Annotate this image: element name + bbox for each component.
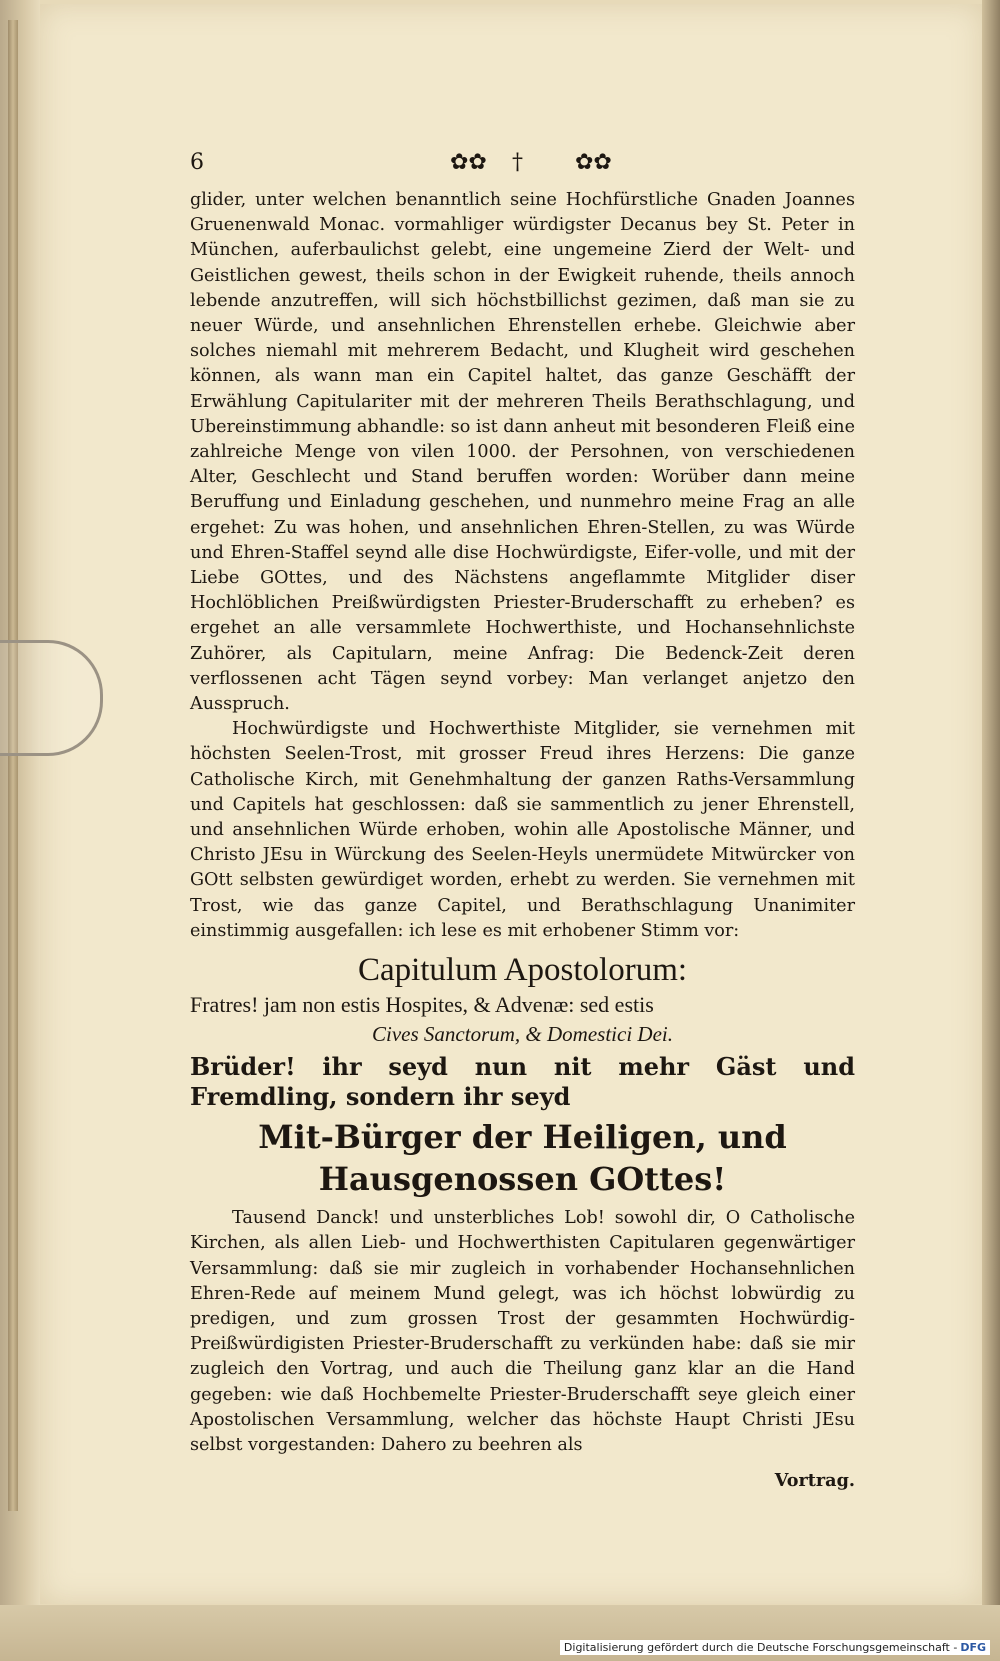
german-quote-line-1: Brüder! ihr seyd nun nit mehr Gäst und Fremdling, sondern ihr seyd [190,1052,855,1112]
page-text [190,188,855,1493]
book-right-edge [982,0,1000,1661]
page-header [190,150,870,180]
latin-quote-line-1: Fratres! jam non estis Hospites, & Advenæ: sed estis [190,992,654,1018]
catchword: Vortrag. [774,1470,855,1492]
latin-quote-line-2: Cives Sanctorum, & Domestici Dei. [372,1022,673,1047]
digitization-footer [560,1640,990,1655]
footer-text: Digitalisierung gefördert durch die Deutsche Forschungsgemeinschaft - [563,1641,958,1654]
page-number: 6 [190,150,204,175]
paragraph-1: glider, unter welchen benanntlich seine Hochfürstliche Gnaden Joannes Gruenenwald Monac. vormahliger würdigster Decanus bey St. Peter in München, auferbaulichst gelebt, eine ungemeine Zierd der Welt- und Geistlichen gewest, theils schon in der Ewigkeit ruhende, theils annoch lebende anzutreffen, will sich höchstbillichst gezimen, daß man sie zu neuer Würde, und ansehnlichen Ehrenstellen erhebe. Gleichwie aber solches niemahl mit mehrerem Bedacht, und Klugheit wird geschehen können, als wann man ein Capitel haltet, das ganze Geschäfft der Erwählung Capitulariter mit der mehreren Theils Berathschlagung, und Ubereinstimmung abhandle: so ist dann anheut mit besonderen Fleiß eine zahlreiche Menge von vilen 1000. der Persohnen, von verschiedenen Alter, Geschlecht und Stand beruffen worden: Worüber dann meine Beruffung und Einladung geschehen, und nunmehro meine Frag an alle ergehet: Zu was hohen, und ansehnlichen Ehren-Stellen, zu was Würde und Ehren-Staffel seynd alle dise Hochwürdigste, Eifer-volle, und mit der Liebe GOttes, und des Nächstens angeflammte Mitglider diser Hochlöblichen Preißwürdigsten Priester-Bruderschafft zu erheben? es ergehet an alle versammlete Hochwerthiste, und Hochansehnlichste Zuhörer, als Capitularn, meine Anfrag: Die Bedenck-Zeit deren verflossenen acht Tägen seynd vorbey: Man verlanget anjetzo den Ausspruch. [190,190,855,715]
book-spine-edge [0,0,40,1661]
bookmark-clip [0,640,103,756]
ornament-right: ✿✿ [575,150,612,175]
ornament-left: ✿✿ [450,150,487,175]
ornament-cross: † [512,150,523,175]
chapter-title: Capitulum Apostolorum: [357,952,688,989]
paragraph-3: Tausend Danck! und unsterbliches Lob! sowohl dir, O Catholische Kirchen, als allen Lieb- und Hochwerthisten Capitularen gegenwärtiger Versammlung: daß sie mir zugleich in vorhabender Hochansehnlichen Ehren-Rede auf meinem Mund gelegt, was ich höchst lobwürdig zu predigen, und zum grossen Trost der gesammten Hochwürdig-Preißwürdigisten Priester-Bruderschafft zu verkünden habe: daß sie mir zugleich den Vortrag, und auch die Theilung ganz klar an die Hand gegeben: wie daß Hochbemelte Priester-Bruderschafft seye gleich einer Apostolischen Versammlung, welcher das höchste Haupt Christi JEsu selbst vorgestanden: Dahero zu beehren als [190,1208,855,1455]
paragraph-2: Hochwürdigste und Hochwerthiste Mitglider, sie vernehmen mit höchsten Seelen-Trost, mit grosser Freud ihres Herzens: Die ganze Catholische Kirch, mit Genehmhaltung der ganzen Raths-Versammlung und Capitels hat geschlossen: daß sie sammentlich zu jener Ehrenstell, und ansehnlichen Würde erhoben, wohin alle Apostolische Männer, und Christo JEsu in Würckung des Seelen-Heyls unermüdete Mitwürcker von GOtt selbsten gewürdiget worden, erhebt zu werden. Sie vernehmen mit Trost, wie das ganze Capitel, und Berathschlagung Unanimiter einstimmig ausgefallen: ich lese es mit erhobener Stimm vor: [190,719,855,941]
page-stack-edge [8,20,18,1511]
german-quote-line-2: Mit-Bürger der Heiligen, und Hausgenossen GOttes! [258,1118,787,1199]
dfg-logo: DFG [960,1641,986,1654]
